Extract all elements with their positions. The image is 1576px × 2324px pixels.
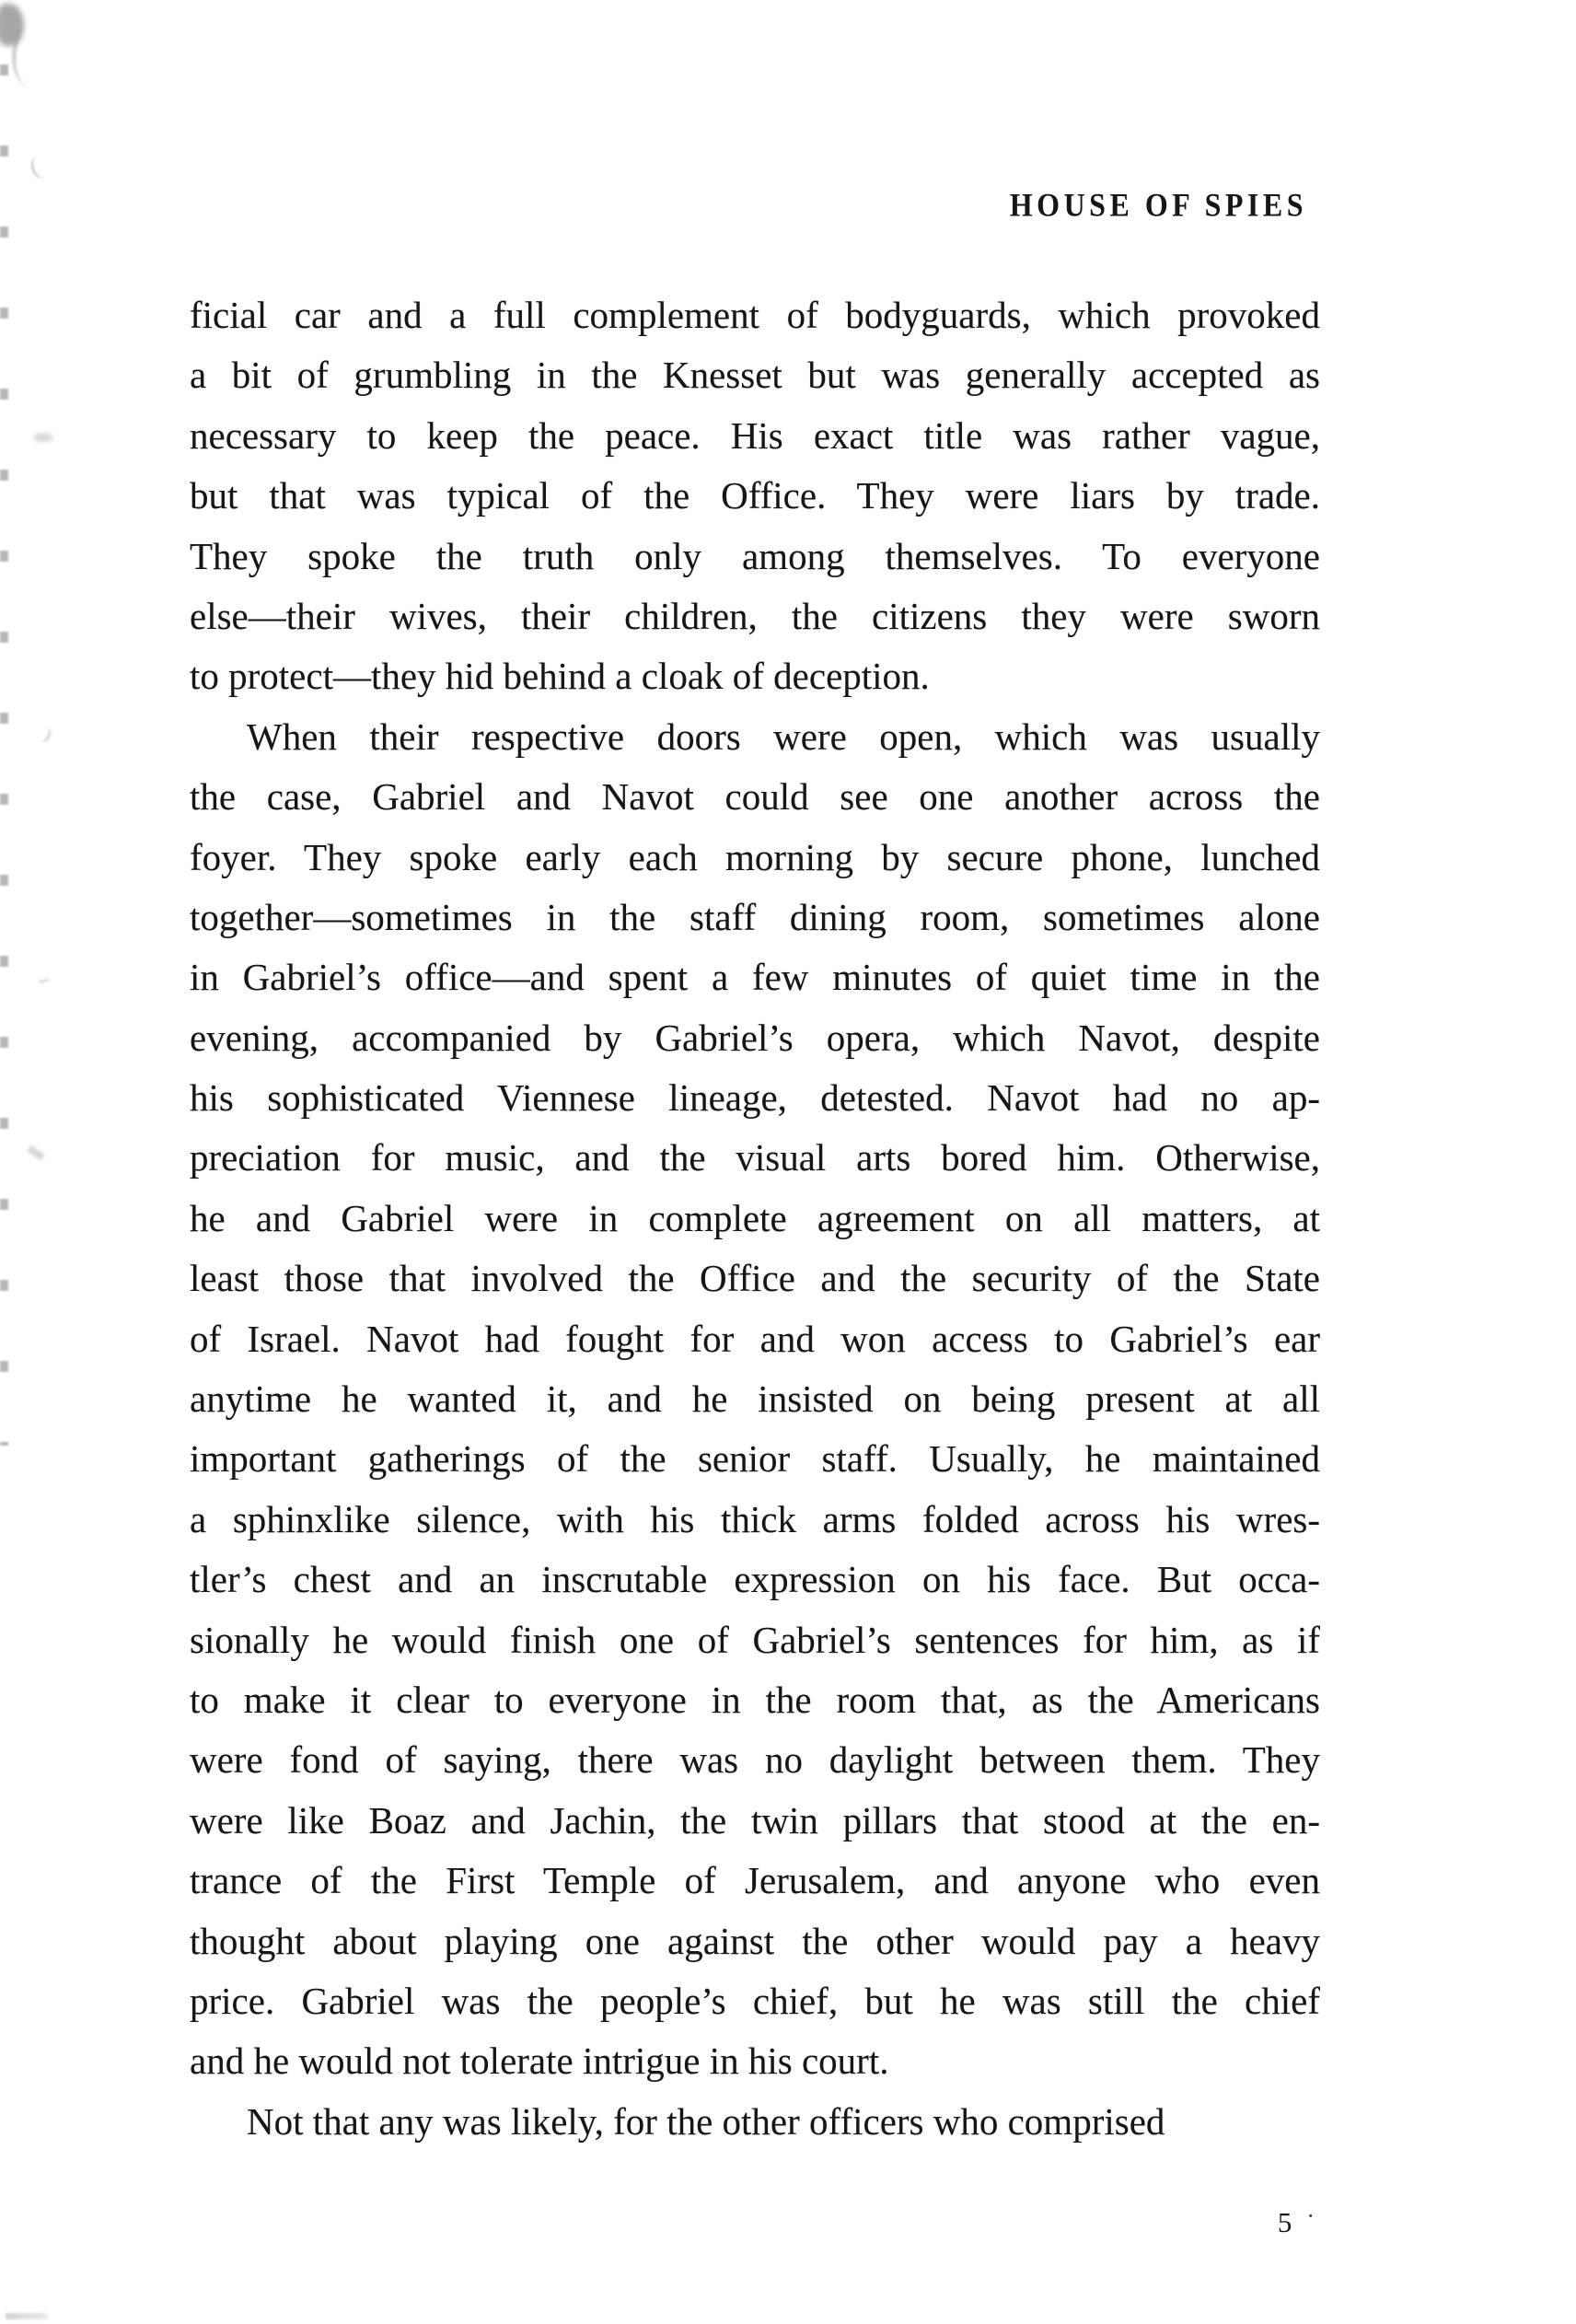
text-line: tler’s chest and an inscrutable expression on his face. But occa- bbox=[190, 1558, 1320, 1601]
text-line: evening, accompanied by Gabriel’s opera, which Navot, despite bbox=[190, 1016, 1320, 1059]
scan-artifact bbox=[6, 29, 52, 90]
text-line: Not that any was likely, for the other officers who comprised bbox=[247, 2099, 1165, 2143]
running-header: HOUSE OF SPIES bbox=[1009, 186, 1307, 224]
text-line: he and Gabriel were in complete agreement on all matters, at bbox=[190, 1196, 1320, 1239]
text-line: a sphinxlike silence, with his thick arms folded across his wres- bbox=[190, 1497, 1320, 1540]
scan-artifact bbox=[32, 723, 53, 744]
text-line: in Gabriel’s office—and spent a few minutes of quiet time in the bbox=[190, 956, 1320, 999]
text-line: sionally he would finish one of Gabriel’s sentences for him, as if bbox=[190, 1618, 1320, 1661]
text-line: thought about playing one against the other would pay a heavy bbox=[190, 1919, 1320, 1962]
text-line: of Israel. Navot had fought for and won access to Gabriel’s ear bbox=[190, 1317, 1320, 1360]
text-line: his sophisticated Viennese lineage, detested. Navot had no ap- bbox=[190, 1076, 1320, 1120]
text-line: to protect—they hid behind a cloak of deception. bbox=[190, 655, 930, 698]
scan-artifact bbox=[35, 966, 50, 984]
text-line: to make it clear to everyone in the room that, as the Americans bbox=[190, 1678, 1320, 1721]
text-line: ficial car and a full complement of bodyguards, which provoked bbox=[190, 294, 1320, 336]
text-line: price. Gabriel was the people’s chief, but he was still the chief bbox=[190, 1979, 1320, 2022]
text-line: else—their wives, their children, the citizens they were sworn bbox=[190, 594, 1320, 637]
page-number-dot: · bbox=[1306, 2202, 1315, 2229]
text-line: trance of the First Temple of Jerusalem, and anyone who even bbox=[190, 1859, 1320, 1902]
text-line: together—sometimes in the staff dining room, sometimes alone bbox=[190, 895, 1320, 938]
text-line: were like Boaz and Jachin, the twin pillars that stood at the en- bbox=[190, 1798, 1320, 1842]
text-line: necessary to keep the peace. His exact title was rather vague, bbox=[190, 413, 1320, 457]
body-text bbox=[190, 285, 1320, 2152]
text-line: When their respective doors were open, which was usually bbox=[247, 715, 1320, 758]
scan-artifact bbox=[0, 4, 24, 46]
text-line: a bit of grumbling in the Knesset but was generally accepted as bbox=[190, 354, 1320, 397]
text-line: anytime he wanted it, and he insisted on being present at all bbox=[190, 1377, 1320, 1421]
scan-artifact bbox=[6, 2313, 48, 2319]
page-number bbox=[1278, 2202, 1315, 2239]
scan-artifact bbox=[27, 1145, 44, 1161]
text-line: preciation for music, and the visual arts bored him. Otherwise, bbox=[190, 1136, 1320, 1179]
text-line: the case, Gabriel and Navot could see one another across the bbox=[190, 775, 1320, 819]
page-number-value: 5 bbox=[1277, 2206, 1292, 2238]
text-line: They spoke the truth only among themselves. To everyone bbox=[190, 534, 1320, 577]
text-line: and he would not tolerate intrigue in his court. bbox=[190, 2039, 889, 2083]
text-line: were fond of saying, there was no daylight between them. They bbox=[190, 1738, 1320, 1782]
text-line: but that was typical of the Office. They were liars by trade. bbox=[190, 474, 1320, 517]
scan-artifact bbox=[28, 152, 56, 181]
text-line: important gatherings of the senior staff. Usually, he maintained bbox=[190, 1437, 1320, 1481]
text-line: foyer. They spoke early each morning by secure phone, lunched bbox=[190, 835, 1320, 878]
scan-artifact bbox=[33, 433, 53, 442]
text-line: least those that involved the Office and the security of the State bbox=[190, 1257, 1320, 1300]
scan-artifact bbox=[0, 64, 8, 1446]
